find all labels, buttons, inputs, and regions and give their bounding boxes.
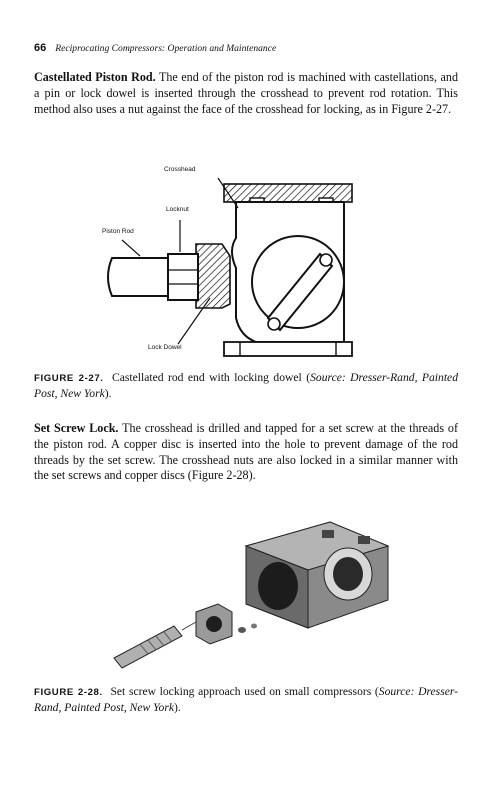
- callout-locknut: Locknut: [166, 206, 189, 213]
- copper-disc: [251, 624, 257, 629]
- caption-figure-2-27: FIGURE 2-27. Castellated rod end with locking dowel (Source: Dresser-Rand, Painted Post, New York).: [34, 371, 458, 401]
- caption-source: Source: Dresser-Rand, Painted Post, New York: [34, 371, 458, 401]
- paragraph-castellated-piston-rod: [34, 70, 458, 117]
- caption-source: Source: Dresser-Rand, Painted Post, New York: [34, 685, 458, 715]
- crosshead-base: [224, 342, 352, 356]
- set-screw-photo: [96, 508, 396, 678]
- paragraph-heading: Castellated Piston Rod.: [34, 70, 156, 84]
- crosshead-nut-section: [196, 244, 230, 308]
- caption-figure-2-28: FIGURE 2-28. Set screw locking approach used on small compressors (Source: Dresser-Rand, Painted Post, New York).: [34, 685, 458, 715]
- figure-2-28: [96, 508, 396, 678]
- link-pin-upper: [320, 254, 332, 266]
- callout-crosshead: Crosshead: [164, 166, 196, 173]
- figure-2-27: [100, 158, 370, 366]
- threaded-rod-end: [114, 626, 182, 668]
- locknut: [168, 254, 198, 300]
- crosshead-front-bore: [258, 562, 298, 610]
- figure-label: FIGURE 2-28.: [34, 687, 103, 698]
- paragraph-heading: Set Screw Lock.: [34, 421, 119, 435]
- running-head: [34, 42, 454, 55]
- piston-rod: [108, 258, 168, 296]
- paragraph-body: The crosshead is drilled and tapped for a set screw at the threads of the piston rod. A copper disc is inserted into the hole to prevent damage of the rod threads by the set screw. The crosshead nuts are also locked in a similar manner with the set screws and copper discs (Figure 2-28).: [34, 421, 458, 483]
- lock-dowel-leader: [178, 298, 210, 344]
- figure-label: FIGURE 2-27.: [34, 373, 104, 384]
- page-number: 66: [34, 42, 47, 54]
- paragraph-set-screw-lock: [34, 421, 458, 484]
- callout-lock-dowel: Lock Dowel: [148, 344, 182, 351]
- piston-rod-leader: [122, 240, 140, 256]
- set-screw: [238, 627, 246, 633]
- castellated-rod-drawing: [100, 158, 370, 366]
- book-title: Reciprocating Compressors: Operation and Maintenance: [55, 43, 277, 54]
- callout-piston-rod: Piston Rod: [102, 228, 134, 235]
- link-pin-lower: [268, 318, 280, 330]
- paragraph-body: The end of the piston rod is machined with castellations, and a pin or lock dowel is inserted through the crosshead to prevent rod rotation. This method also uses a nut against the face of the crosshead for locking, as in Figure 2-27.: [34, 70, 458, 116]
